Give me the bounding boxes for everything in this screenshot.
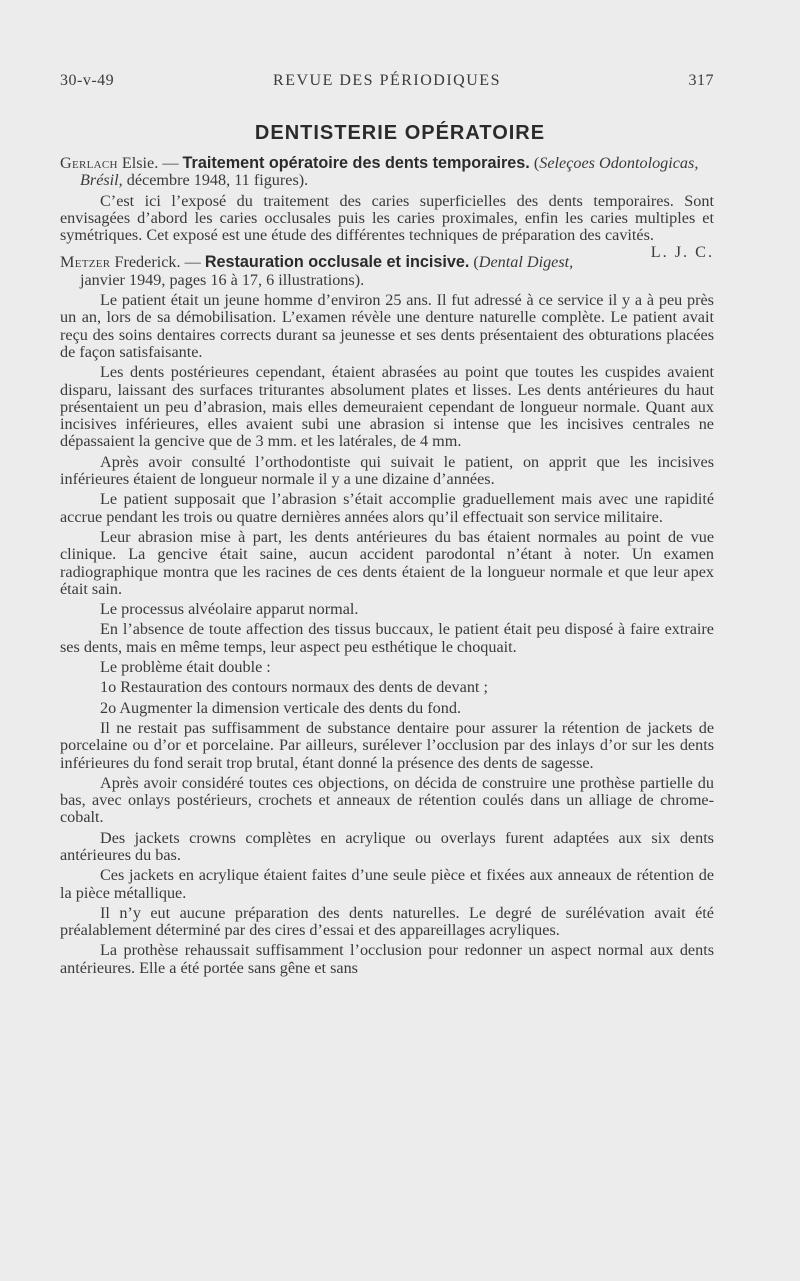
section-title: DENTISTERIE OPÉRATOIRE <box>254 122 546 144</box>
article1-dash: — <box>162 154 179 172</box>
article2-source: Dental Digest, <box>478 253 574 272</box>
article2-author: Metzer <box>60 253 111 272</box>
paragraph: Leur abrasion mise à part, les dents antérieures du bas étaient normales au point de vue clinique. La gencive était saine, aucun accident parodontal n’étant à noter. Un examen radiographique montra que les racines de ces dents étaient de la longueur normale et que leur apex était sain. <box>60 527 714 598</box>
paragraph: En l’absence de toute affection des tissus buccaux, le patient était peu disposé à faire extraire ses dents, mais en même temps, leur aspect peu esthétique le choquait. <box>60 620 714 656</box>
article2-title: Restauration occlusale et incisive. <box>204 253 470 272</box>
paragraph: Après avoir consulté l’orthodontiste qui suivait le patient, on apprit que les incisives inférieures étaient de longueur normale il y a une dizaine d’années. <box>60 452 714 489</box>
page-number: 317 <box>688 72 714 89</box>
paragraph: Le problème était double : <box>100 658 271 677</box>
article2-source-open: ( <box>473 253 479 272</box>
article2-author-first: Frederick. <box>114 253 181 272</box>
paragraph: Ces jackets en acrylique étaient faites d’une seule pièce et fixées aux anneaux de rétention de la pièce métallique. <box>60 866 714 902</box>
list-item: 2o Augmenter la dimension verticale des dents du fond. <box>100 698 461 717</box>
article1-source-open: ( <box>533 154 540 172</box>
article1-title: Traitement opératoire des dents temporaires. <box>182 154 530 172</box>
header-journal: REVUE DES PÉRIODIQUES <box>273 72 501 89</box>
paragraph: Le processus alvéolaire apparut normal. <box>100 600 359 619</box>
article1-signature: L. J. C. <box>650 243 714 262</box>
article1-author: Gerlach <box>60 154 118 172</box>
paragraph: Des jackets crowns complètes en acrylique ou overlays furent adaptées aux six dents antérieures du bas. <box>60 828 714 864</box>
article2-dash: — <box>184 253 201 272</box>
article1-source: Seleçoes Odontologicas, Brésil, <box>80 154 699 190</box>
paragraph: La prothèse rehaussait suffisamment l’occlusion pour redonner un aspect normal aux dents antérieures. Elle a été portée sans gêne et sans <box>60 941 714 977</box>
article2-source-rest: janvier 1949, pages 16 à 17, 6 illustrations). <box>80 270 365 289</box>
paragraph: Après avoir considéré toutes ces objections, on décida de construire une prothèse partielle du bas, avec onlays postérieurs, crochets et anneaux de rétention coulés dans un alliage de chrome-cobalt. <box>60 773 714 827</box>
header-date: 30-v-49 <box>60 72 115 89</box>
paragraph: Il ne restait pas suffisamment de substance dentaire pour assurer la rétention de jackets de porcelaine ou d’or et porcelaine. Par ailleurs, surélever l’occlusion par des inlays d’or sur les dents inférieures du fond serait trop brutal, étant donné la présence des dents de sagesse. <box>60 718 714 772</box>
article1-source-rest: décembre 1948, 11 figures). <box>126 171 309 190</box>
paragraph: Il n’y eut aucune préparation des dents naturelles. Le degré de surélévation avait été préalablement déterminé par des cires d’essai et des appareillages acryliques. <box>60 903 714 940</box>
article1-body <box>60 191 714 262</box>
article1-body-text: C’est ici l’exposé du traitement des caries superficielles des dents temporaires. Sont envisagées d’abord les caries occlusales puis les caries proximales, enfin les caries multiples et symétriques. Cet exposé est une étude des différentes techniques de préparation des cavités. <box>60 191 714 245</box>
paragraph: Le patient supposait que l’abrasion s’était accomplie graduellement mais avec une rapidité accrue pendant les trois ou quatre dernières années alors qu’il effectuait son service militaire. <box>60 490 714 526</box>
paragraph: Le patient était un jeune homme d’environ 25 ans. Il fut adressé à ce service il y a à peu près un an, lors de sa démobilisation. L’examen révèle une denture naturelle complète. Le patient avait reçu des soins dentaires corrects durant sa jeunesse et ses dents présentaient des obturations placées de façon satisfaisante. <box>60 291 714 361</box>
page-body <box>60 155 714 980</box>
paragraph: Les dents postérieures cependant, étaient abrasées au point que toutes les cuspides avaient disparu, laissant des surfaces triturantes absolument plates et lisses. Les dents antérieures du haut présentaient un peu d’abrasion, mais elles demeuraient cependant de longueur normale. Quant aux incisives inférieures, elles avaient subi une abrasion si intense que les incisives centrales ne dépassaient la gencive que de 3 mm. et les latérales, de 4 mm. <box>60 363 714 451</box>
list-item: 1o Restauration des contours normaux des dents de devant ; <box>100 678 488 697</box>
article1-author-first: Elsie. <box>121 154 159 172</box>
article1-heading <box>60 155 714 190</box>
